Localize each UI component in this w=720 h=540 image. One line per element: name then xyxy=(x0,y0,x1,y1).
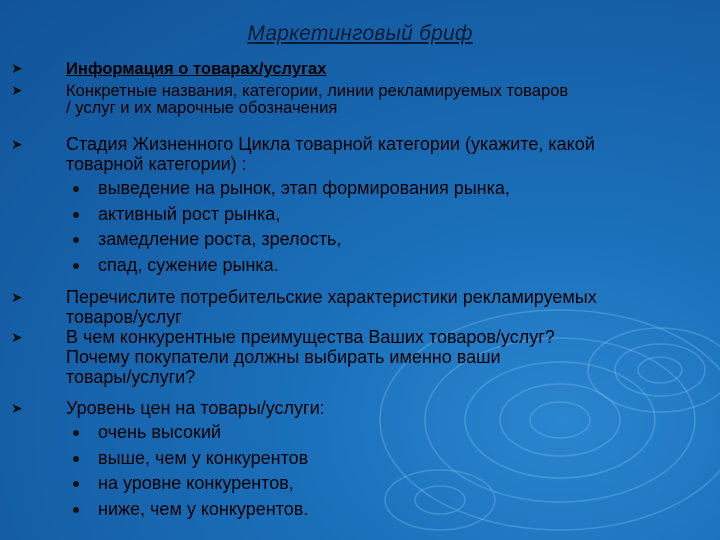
arrowhead-bullet-icon: ➤ xyxy=(11,289,23,305)
item-line: В чем конкурентные преимущества Ваших товаров/услуг? xyxy=(66,327,555,347)
sub-item xyxy=(66,227,706,253)
brief-item-competitive-advantages xyxy=(11,327,706,387)
item-line: товары/услуги? xyxy=(66,367,196,387)
brief-item-names-categories xyxy=(11,81,706,117)
item-line: товарной категории) : xyxy=(66,154,247,174)
sub-item xyxy=(66,253,706,279)
arrowhead-bullet-icon: ➤ xyxy=(11,60,23,76)
sub-item xyxy=(66,446,706,472)
item-line: Конкретные названия, категории, линии рекламируемых товаров xyxy=(66,81,569,100)
brief-item-consumer-characteristics xyxy=(11,287,706,327)
dot-bullet-icon xyxy=(73,430,79,436)
arrowhead-bullet-icon: ➤ xyxy=(11,136,23,152)
item-line: товаров/услуг xyxy=(66,307,182,327)
sub-item-text: спад, сужение рынка. xyxy=(98,254,279,275)
item-line: Перечислите потребительские характеристики рекламируемых xyxy=(66,287,597,307)
sub-item-text: выше, чем у конкурентов xyxy=(98,447,309,468)
dot-bullet-icon xyxy=(73,186,79,192)
arrowhead-bullet-icon: ➤ xyxy=(11,82,23,98)
sub-item xyxy=(66,202,706,228)
arrowhead-bullet-icon: ➤ xyxy=(11,329,23,345)
item-line: / услуг и их марочные обозначения xyxy=(66,98,338,117)
sub-item-text: выведение на рынок, этап формирования рынка, xyxy=(98,178,510,198)
dot-bullet-icon xyxy=(73,507,79,513)
dot-bullet-icon xyxy=(73,481,79,487)
slide-title: Маркетинговый бриф xyxy=(247,22,473,45)
brief-item-life-cycle xyxy=(11,134,706,278)
dot-bullet-icon xyxy=(73,237,79,243)
sub-item-text: замедление роста, зрелость, xyxy=(98,229,342,249)
sub-item xyxy=(66,420,706,446)
sub-item-text: очень высокий xyxy=(98,422,222,442)
dot-bullet-icon xyxy=(73,263,79,269)
item-line: Почему покупатели должны выбирать именно ваши xyxy=(66,347,501,367)
item-line: Стадия Жизненного Цикла товарной категории (укажите, какой xyxy=(66,134,595,154)
sub-item xyxy=(66,471,706,497)
dot-bullet-icon xyxy=(73,456,79,462)
sub-item xyxy=(66,176,706,202)
brief-item-product-info xyxy=(11,59,706,78)
dot-bullet-icon xyxy=(73,212,79,218)
arrowhead-bullet-icon: ➤ xyxy=(11,400,23,416)
sub-item-text: на уровне конкурентов, xyxy=(98,473,294,493)
sub-item-text: ниже, чем у конкурентов. xyxy=(98,498,309,519)
sub-item-text: активный рост рынка, xyxy=(98,203,281,224)
item-line: Уровень цен на товары/услуги: xyxy=(66,398,325,418)
sub-item xyxy=(66,497,706,523)
brief-item-price-level xyxy=(11,398,706,522)
item-text: Информация о товарах/услугах xyxy=(66,59,327,78)
